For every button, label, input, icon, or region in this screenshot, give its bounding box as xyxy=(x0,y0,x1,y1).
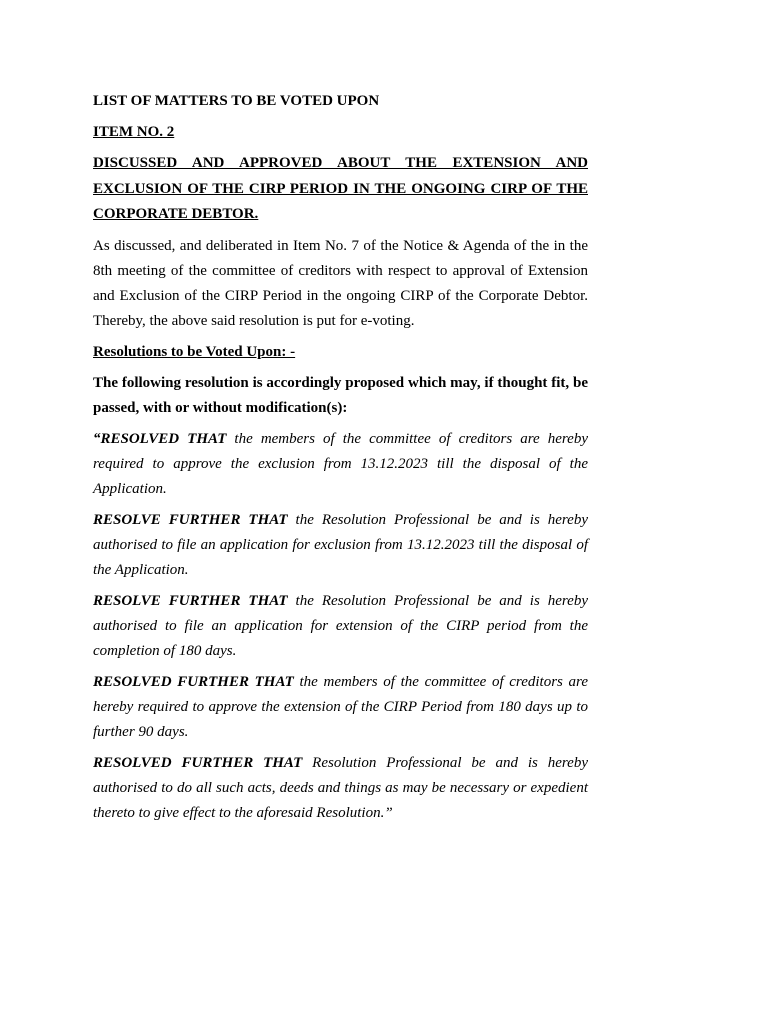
resolution-lead: RESOLVE FURTHER THAT xyxy=(93,592,288,609)
resolution-paragraph xyxy=(93,670,588,745)
resolution-text: Resolution Professional be and is hereby authorised to do all such acts, deeds and things as may be necessary or expedient thereto to give effect to the aforesaid Resolution.” xyxy=(93,754,588,821)
item-number: ITEM NO. 2 xyxy=(93,124,175,140)
resolution-lead: RESOLVED FURTHER THAT xyxy=(93,673,294,690)
resolution-text: the Resolution Professional be and is hereby authorised to file an application for exclusion from 13.12.2023 till the disposal of the Application. xyxy=(93,511,588,578)
resolution-lead: RESOLVE FURTHER THAT xyxy=(93,511,288,528)
document-body xyxy=(93,89,588,832)
resolution-lead: “RESOLVED THAT xyxy=(93,430,227,447)
resolution-paragraph xyxy=(93,508,588,583)
proposal-paragraph: The following resolution is accordingly proposed which may, if thought fit, be passed, with or without modification(s): xyxy=(93,374,588,416)
resolution-text: the Resolution Professional be and is hereby authorised to file an application for extension of the CIRP period from the completion of 180 days. xyxy=(93,592,588,659)
document-heading: LIST OF MATTERS TO BE VOTED UPON xyxy=(93,93,380,109)
resolution-paragraph xyxy=(93,589,588,664)
resolutions-heading: Resolutions to be Voted Upon: - xyxy=(93,343,296,360)
intro-paragraph: As discussed, and deliberated in Item No. 7 of the Notice & Agenda of the in the 8th meeting of the committee of creditors with respect to approval of Extension and Exclusion of the CIRP Period in the ongoing CIRP of the Corporate Debtor. Thereby, the above said resolution is put for e-voting. xyxy=(93,237,588,329)
resolution-paragraph xyxy=(93,751,588,826)
resolution-text: the members of the committee of creditors are hereby required to approve the exclusion from 13.12.2023 till the disposal of the Application. xyxy=(93,430,588,497)
item-title: DISCUSSED AND APPROVED ABOUT THE EXTENSION AND EXCLUSION OF THE CIRP PERIOD IN THE ONGOING CIRP OF THE CORPORATE DEBTOR. xyxy=(93,155,588,222)
resolution-paragraph xyxy=(93,427,588,502)
resolution-lead: RESOLVED FURTHER THAT xyxy=(93,754,303,771)
resolution-text: the members of the committee of creditors are hereby required to approve the extension of the CIRP Period from 180 days up to further 90 days. xyxy=(93,673,588,740)
